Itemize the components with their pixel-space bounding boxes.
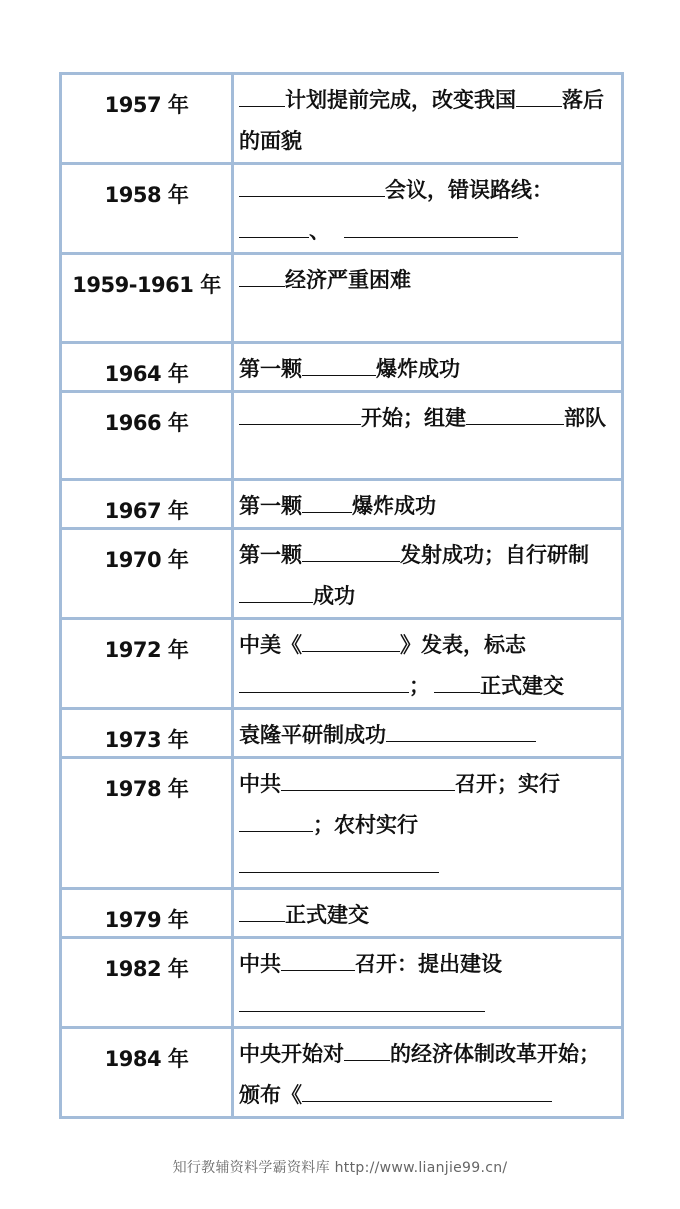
event-text: 袁隆平研制成功 xyxy=(239,723,386,747)
event-cell xyxy=(233,1028,623,1118)
fill-blank[interactable] xyxy=(386,719,536,742)
event-cell xyxy=(233,938,623,1028)
table-row xyxy=(61,889,623,938)
table-row xyxy=(61,1028,623,1118)
event-text: 正式建交 xyxy=(285,903,369,927)
event-cell xyxy=(233,758,623,889)
fill-blank[interactable] xyxy=(239,580,313,603)
year-cell: 1967 年 xyxy=(61,480,233,529)
event-text: 、 xyxy=(309,219,330,243)
table-row xyxy=(61,938,623,1028)
year-cell: 1966 年 xyxy=(61,392,233,480)
fill-blank[interactable] xyxy=(239,989,485,1012)
table-row xyxy=(61,343,623,392)
event-text: 第一颗 xyxy=(239,357,302,381)
event-text: ；农村实行 xyxy=(313,813,418,837)
fill-blank[interactable] xyxy=(302,1079,552,1102)
table-row xyxy=(61,254,623,343)
event-cell xyxy=(233,480,623,529)
event-cell xyxy=(233,164,623,254)
year-cell: 1979 年 xyxy=(61,889,233,938)
event-text: 经济严重困难 xyxy=(285,268,411,292)
event-cell xyxy=(233,619,623,709)
fill-blank[interactable] xyxy=(344,1038,390,1061)
event-text: 中美《 xyxy=(239,633,302,657)
event-cell xyxy=(233,709,623,758)
event-text: 中央开始对 xyxy=(239,1042,344,1066)
year-cell: 1964 年 xyxy=(61,343,233,392)
year-cell: 1978 年 xyxy=(61,758,233,889)
event-text: 召开；实行 xyxy=(455,772,560,796)
event-text: 爆炸成功 xyxy=(376,357,460,381)
fill-blank[interactable] xyxy=(516,84,562,107)
event-cell xyxy=(233,343,623,392)
year-cell: 1957 年 xyxy=(61,74,233,164)
event-text: 计划提前完成，改变我国 xyxy=(285,88,516,112)
event-text: 爆炸成功 xyxy=(352,494,436,518)
year-cell: 1984 年 xyxy=(61,1028,233,1118)
event-text: 成功 xyxy=(313,584,355,608)
fill-blank[interactable] xyxy=(239,264,285,287)
table-row xyxy=(61,392,623,480)
fill-blank[interactable] xyxy=(281,948,355,971)
fill-blank[interactable] xyxy=(302,539,400,562)
fill-blank[interactable] xyxy=(239,84,285,107)
event-cell xyxy=(233,529,623,619)
event-text: 发射成功；自行研制 xyxy=(400,543,589,567)
fill-blank[interactable] xyxy=(239,850,439,873)
fill-blank[interactable] xyxy=(434,670,480,693)
event-text: 正式建交 xyxy=(480,674,564,698)
year-cell: 1958 年 xyxy=(61,164,233,254)
fill-blank[interactable] xyxy=(239,402,361,425)
fill-blank[interactable] xyxy=(302,490,352,513)
fill-blank[interactable] xyxy=(344,215,518,238)
event-text: 会议，错误路线： xyxy=(385,178,553,202)
event-cell xyxy=(233,889,623,938)
event-text: 落后的面貌 xyxy=(239,88,604,153)
fill-blank[interactable] xyxy=(281,768,455,791)
year-cell: 1970 年 xyxy=(61,529,233,619)
year-cell: 1972 年 xyxy=(61,619,233,709)
event-text: 中共 xyxy=(239,952,281,976)
table-row xyxy=(61,480,623,529)
fill-blank[interactable] xyxy=(239,670,409,693)
fill-blank[interactable] xyxy=(239,899,285,922)
table-row xyxy=(61,529,623,619)
event-cell xyxy=(233,392,623,480)
fill-blank[interactable] xyxy=(302,353,376,376)
fill-blank[interactable] xyxy=(239,174,385,197)
event-cell xyxy=(233,254,623,343)
event-text: 部队 xyxy=(564,406,606,430)
event-cell xyxy=(233,74,623,164)
year-cell: 1959-1961 年 xyxy=(61,254,233,343)
fill-blank[interactable] xyxy=(466,402,564,425)
event-text: 开始；组建 xyxy=(361,406,466,430)
fill-blank[interactable] xyxy=(239,809,313,832)
table-row xyxy=(61,758,623,889)
year-cell: 1982 年 xyxy=(61,938,233,1028)
fill-blank[interactable] xyxy=(239,215,309,238)
event-text: 》发表，标志 xyxy=(400,633,526,657)
fill-blank[interactable] xyxy=(302,629,400,652)
table-row xyxy=(61,709,623,758)
event-text: 的经济体制改革开始；颁布《 xyxy=(239,1042,600,1107)
table-row xyxy=(61,619,623,709)
event-text: 召开：提出建设 xyxy=(355,952,502,976)
table-row xyxy=(61,74,623,164)
event-text: 第一颗 xyxy=(239,543,302,567)
history-timeline-table xyxy=(59,72,624,1119)
event-text: 中共 xyxy=(239,772,281,796)
year-cell: 1973 年 xyxy=(61,709,233,758)
event-text: 第一颗 xyxy=(239,494,302,518)
table-row xyxy=(61,164,623,254)
footer-watermark: 知行教辅资料学霸资料库 http://www.lianjie99.cn/ xyxy=(172,1160,508,1176)
event-text: ； xyxy=(409,674,430,698)
